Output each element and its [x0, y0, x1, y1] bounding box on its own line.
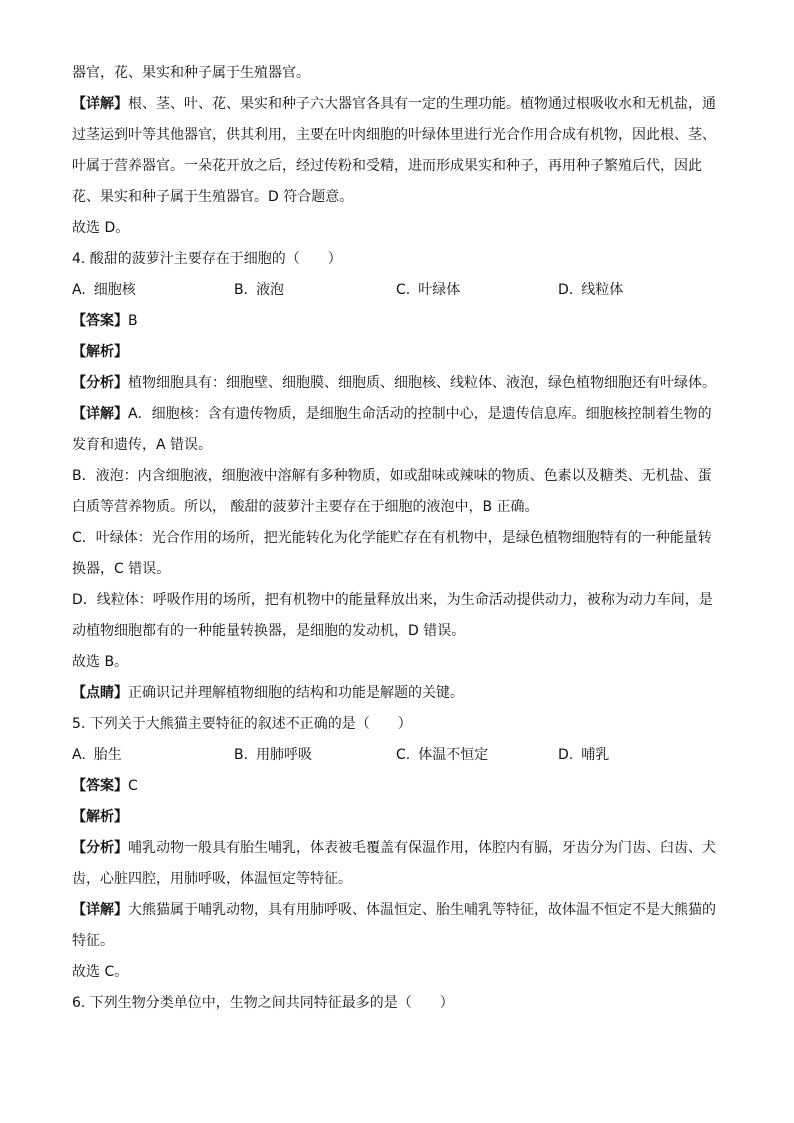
question-stem: 6. 下列生物分类单位中，生物之间共同特征最多的是（ ）	[72, 995, 454, 1011]
options-row	[72, 740, 722, 771]
option-item	[234, 740, 396, 771]
section-tag: 【解析】	[72, 809, 128, 825]
paragraph-text: 正确识记并理解植物细胞的结构和功能是解题的关键。	[128, 685, 464, 701]
answer-line	[72, 771, 722, 802]
section-tag: 【答案】	[72, 778, 128, 794]
section-tag: 【分析】	[72, 375, 128, 391]
text-line: 器官，花、果实和种子属于生殖器官。	[72, 65, 310, 81]
option-letter: A.	[72, 747, 86, 763]
option-item	[72, 275, 234, 306]
option-letter: A.	[72, 282, 86, 298]
option-item	[396, 740, 558, 771]
section-tag: 【详解】	[72, 96, 128, 112]
paragraph-text: 根、茎、叶、花、果实和种子六大器官各具有一定的生理功能。植物通过根吸收水和无机盐，通过茎运到叶等其他器官，供其利用，主要在叶肉细胞的叶绿体里进行光合作用合成有机物，因此根、茎、叶属于营养器官。一朵花开放之后，经过传粉和受精，进而形成果实和种子，再用种子繁殖后代，因此花、果实和种子属于生殖器官。D 符合题意。	[72, 96, 716, 205]
answer-value: B	[128, 313, 138, 329]
text-paragraph: C．叶绿体：光合作用的场所，把光能转化为化学能贮存在有机物中，是绿色植物细胞特有的一种能量转换器，C 错误。	[72, 530, 712, 577]
paragraph-text: 大熊猫属于哺乳动物，具有用肺呼吸、体温恒定、胎生哺乳等特征，故体温不恒定不是大熊猫的特征。	[72, 902, 716, 949]
option-text: 线粒体	[581, 282, 624, 298]
option-text: 体温不恒定	[418, 747, 489, 763]
choice-line: 故选 D。	[72, 220, 130, 236]
section-tag: 【点睛】	[72, 685, 128, 701]
section-tag: 【答案】	[72, 313, 128, 329]
answer-line	[72, 306, 722, 337]
option-text: 细胞核	[93, 282, 136, 298]
analysis-paragraph	[72, 833, 722, 895]
detail-paragraph	[72, 895, 722, 957]
option-text: 液泡	[256, 282, 285, 298]
section-tag: 【详解】	[72, 406, 128, 422]
question-stem: 4. 酸甜的菠萝汁主要存在于细胞的（ ）	[72, 251, 342, 267]
options-row	[72, 275, 722, 306]
choice-line: 故选 C。	[72, 964, 129, 980]
detail-paragraph	[72, 89, 722, 213]
option-item	[558, 275, 720, 306]
option-item	[72, 740, 234, 771]
section-tag: 【分析】	[72, 840, 128, 856]
option-item	[558, 740, 720, 771]
option-letter: D.	[558, 282, 574, 298]
paragraph-text: A．细胞核：含有遗传物质，是细胞生命活动的控制中心，是遗传信息库。细胞核控制着生物的发育和遗传，A 错误。	[72, 406, 712, 453]
option-text: 用肺呼吸	[256, 747, 313, 763]
paragraph-text: 哺乳动物一般具有胎生哺乳，体表被毛覆盖有保温作用，体腔内有膈，牙齿分为门齿、臼齿、犬齿，心脏四腔，用肺呼吸，体温恒定等特征。	[72, 840, 716, 887]
remark-paragraph	[72, 678, 722, 709]
option-letter: D.	[558, 747, 574, 763]
section-tag: 【详解】	[72, 902, 128, 918]
choice-line: 故选 B。	[72, 654, 129, 670]
analysis-paragraph	[72, 368, 722, 399]
text-paragraph: B．液泡：内含细胞液，细胞液中溶解有多种物质，如或甜味或辣味的物质、色素以及糖类、无机盐、蛋白质等营养物质。所以， 酸甜的菠萝汁主要存在于细胞的液泡中，B 正确。	[72, 468, 712, 515]
answer-value: C	[128, 778, 138, 794]
paragraph-text: 植物细胞具有：细胞壁、细胞膜、细胞质、细胞核、线粒体、液泡，绿色植物细胞还有叶绿体。	[128, 375, 716, 391]
option-text: 哺乳	[581, 747, 610, 763]
question-stem: 5. 下列关于大熊猫主要特征的叙述不正确的是（ ）	[72, 716, 412, 732]
option-text: 叶绿体	[418, 282, 461, 298]
option-text: 胎生	[93, 747, 122, 763]
option-letter: B.	[234, 282, 249, 298]
option-letter: B.	[234, 747, 249, 763]
section-tag: 【解析】	[72, 344, 128, 360]
option-item	[234, 275, 396, 306]
document-page	[72, 58, 722, 1019]
analysis-heading	[72, 802, 722, 833]
option-letter: C.	[396, 747, 411, 763]
analysis-heading	[72, 337, 722, 368]
detail-paragraph	[72, 399, 722, 461]
option-item	[396, 275, 558, 306]
text-paragraph: D．线粒体：呼吸作用的场所，把有机物中的能量释放出来，为生命活动提供动力，被称为动力车间，是动植物细胞都有的一种能量转换器，是细胞的发动机，D 错误。	[72, 592, 713, 639]
option-letter: C.	[396, 282, 411, 298]
